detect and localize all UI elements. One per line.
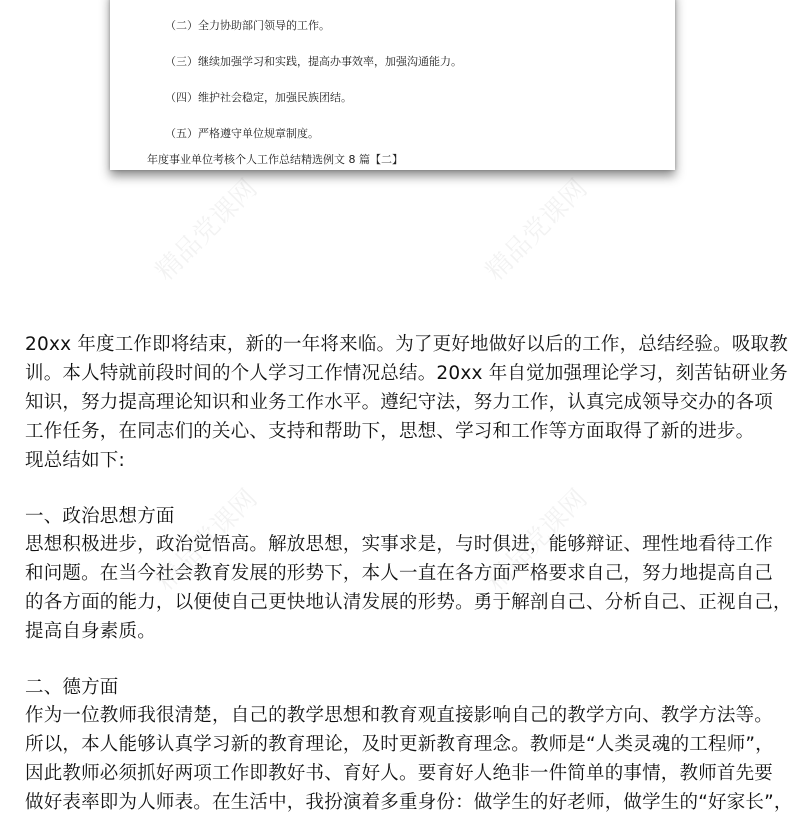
paragraph-line: 工作任务，在同志们的关心、支持和帮助下，思想、学习和工作等方面取得了新的进步。 bbox=[25, 421, 755, 442]
paragraph-line: 提高自身素质。 bbox=[25, 621, 156, 642]
paragraph-line: 作为一位教师我很清楚，自己的教学思想和教育观直接影响自己的教学方向、教学方法等。 bbox=[25, 705, 774, 726]
list-item: （四）维护社会稳定，加强民族团结。 bbox=[165, 91, 352, 104]
watermark: 精品党课网 bbox=[480, 483, 594, 597]
paragraph-line: 知识，努力提高理论知识和业务工作水平。遵纪守法，努力工作，认真完成领导交办的各项 bbox=[25, 392, 774, 413]
watermark: 精品党课网 bbox=[480, 173, 594, 287]
paragraph-line: 因此教师必须抓好两项工作即教好书、育好人。要育好人绝非一件简单的事情，教师首先要 bbox=[25, 763, 774, 784]
paragraph-line: 20xx 年度工作即将结束，新的一年将来临。为了更好地做好以后的工作，总结经验。吸取教 bbox=[25, 334, 788, 355]
paragraph-line: 和问题。在当今社会教育发展的形势下，本人一直在各方面严格要求自己，努力地提高自己 bbox=[25, 563, 774, 584]
list-item: （二）全力协助部门领导的工作。 bbox=[165, 19, 330, 32]
paragraph-line: 所以，本人能够认真学习新的教育理论，及时更新教育理念。教师是“人类灵魂的工程师”， bbox=[25, 734, 774, 755]
section-heading: 二、德方面 bbox=[25, 677, 119, 698]
paragraph-line: 现总结如下: bbox=[25, 450, 125, 471]
section-heading: 一、政治思想方面 bbox=[25, 506, 175, 527]
paragraph-line: 思想积极进步，政治觉悟高。解放思想，实事求是，与时俱进，能够辩证、理性地看待工作 bbox=[25, 534, 774, 555]
watermark: 精品党课网 bbox=[150, 173, 264, 287]
list-item: （三）继续加强学习和实践，提高办事效率，加强沟通能力。 bbox=[165, 55, 462, 68]
watermark: 精品党课网 bbox=[150, 483, 264, 597]
article-title: 年度事业单位考核个人工作总结精选例文 8 篇【二】 bbox=[147, 153, 403, 166]
list-item: （五）严格遵守单位规章制度。 bbox=[165, 127, 319, 140]
paragraph-line: 做好表率即为人师表。在生活中，我扮演着多重身份：做学生的好老师，做学生的“好家长”， bbox=[25, 792, 793, 813]
paragraph-line: 训。本人特就前段时间的个人学习工作情况总结。20xx 年自觉加强理论学习，刻苦钻研业务 bbox=[25, 363, 788, 384]
paragraph-line: 的各方面的能力，以便使自己更快地认清发展的形势。勇于解剖自己、分析自己、正视自己， bbox=[25, 592, 792, 613]
document-preview-card bbox=[110, 0, 675, 170]
